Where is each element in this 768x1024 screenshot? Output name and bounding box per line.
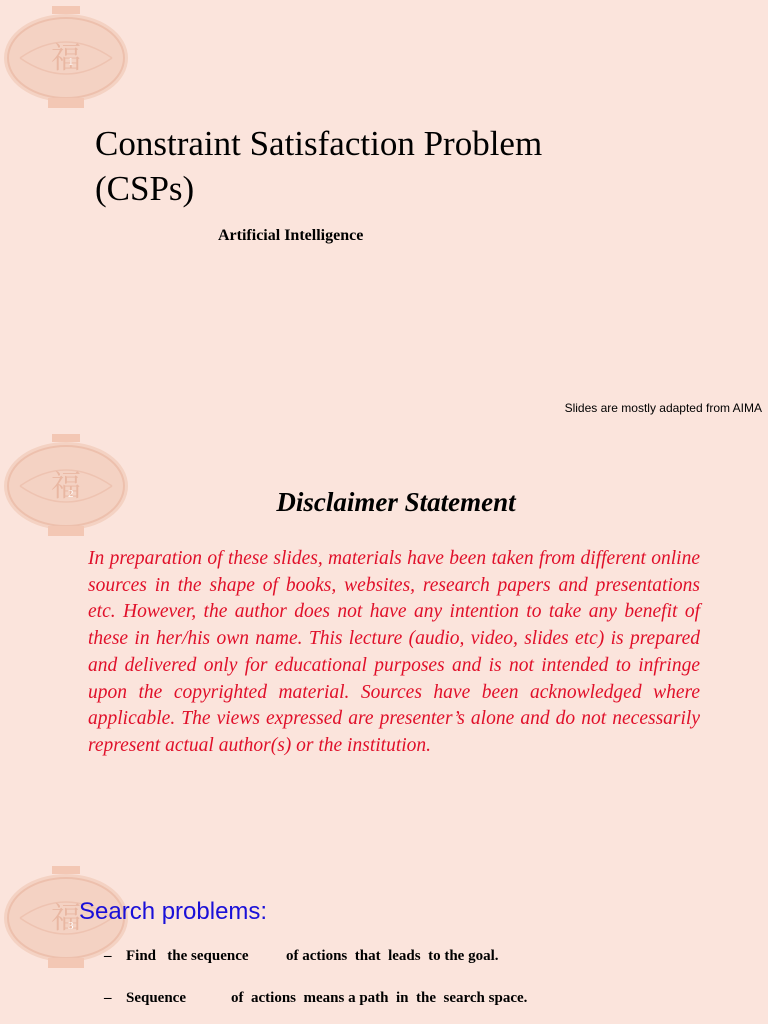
bullet-text: Sequence of actions means a path in the search space. bbox=[126, 990, 528, 1006]
bullet-text: Find the sequence of actions that leads to the goal. bbox=[126, 948, 499, 964]
slide-number: 2 bbox=[68, 488, 74, 500]
bullet-dash: – bbox=[104, 948, 112, 964]
slide-2 bbox=[0, 432, 768, 842]
slide-title-line-2: (CSPs) bbox=[95, 169, 195, 208]
search-problems-title: Search problems: bbox=[79, 898, 268, 925]
list-item bbox=[104, 948, 499, 965]
slide-number: 1 bbox=[68, 56, 74, 68]
slide-3 bbox=[0, 842, 768, 1024]
lantern-icon bbox=[0, 6, 132, 116]
bullet-dash: – bbox=[104, 990, 112, 1006]
slide-number: 3 bbox=[68, 920, 74, 932]
slide-title-line-1: Constraint Satisfaction Problem bbox=[95, 124, 543, 163]
slide-1 bbox=[0, 0, 768, 432]
list-item bbox=[104, 990, 527, 1007]
slide-subtitle: Artificial Intelligence bbox=[218, 227, 364, 244]
slide-title bbox=[95, 121, 542, 211]
disclaimer-body: In preparation of these slides, materials have been taken from different online sources in the shape of books, websites, research papers and presentations etc. However, the author does not have any intention to take any benefit of these in her/his own name. This lecture (audio, video, slides etc) is prepared and delivered only for educational purposes and is not intended to infringe upon the copyrighted material. Sources have been acknowledged where applicable. The views expressed are presenter’s alone and do not necessarily represent actual author(s) or the institution. bbox=[88, 548, 700, 756]
slide-source-note: Slides are mostly adapted from AIMA bbox=[564, 401, 762, 415]
disclaimer-title: Disclaimer Statement bbox=[276, 487, 516, 517]
